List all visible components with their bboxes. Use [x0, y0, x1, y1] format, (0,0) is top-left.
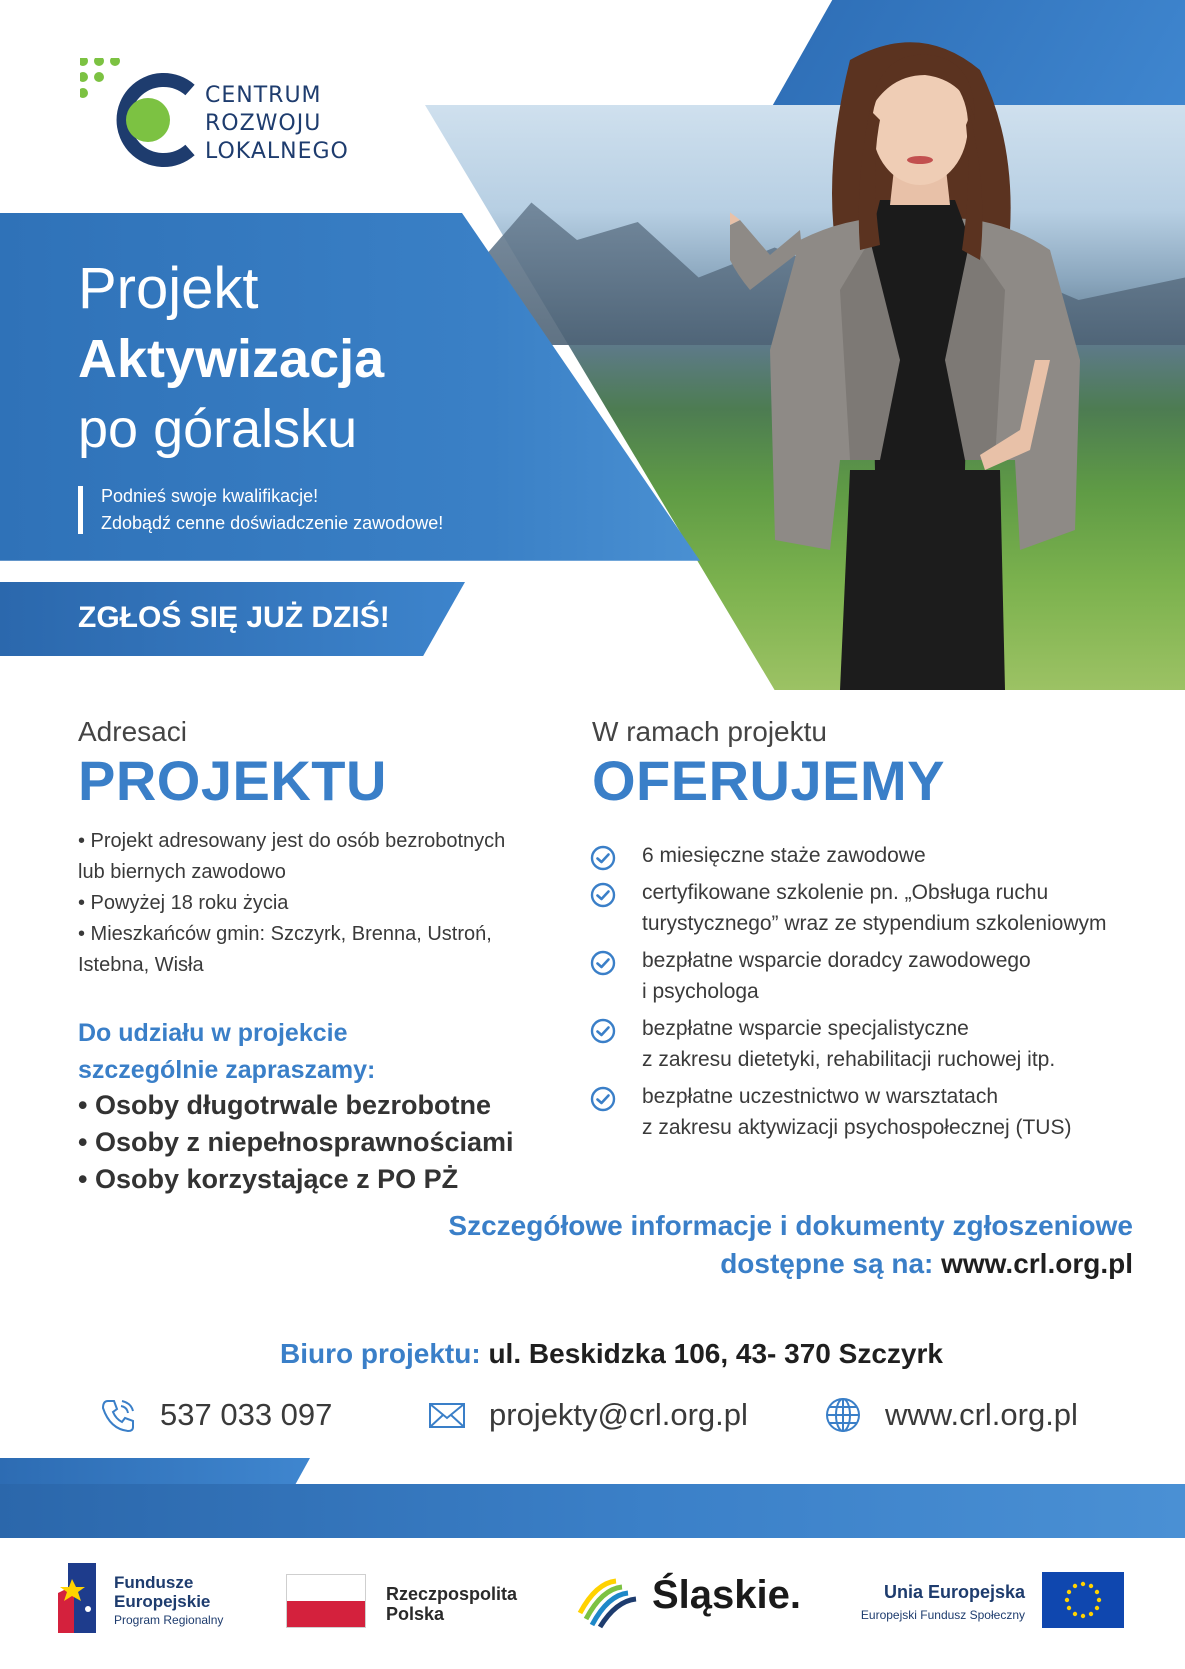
- office-label: Biuro projektu:: [280, 1338, 489, 1369]
- invite-line-2: szczególnie zapraszamy:: [78, 1056, 376, 1084]
- decorative-band-accent: [0, 1458, 310, 1486]
- check-circle-icon: [590, 845, 616, 871]
- check-circle-icon: [590, 1086, 616, 1112]
- eu-stars-icon: [1042, 1572, 1124, 1628]
- fe-line-2: Europejskie: [114, 1592, 211, 1611]
- list-item: • Osoby z niepełnosprawnościami: [78, 1127, 514, 1157]
- offer-text-line: bezpłatne wsparcie doradcy zawodowego: [642, 949, 1031, 972]
- ue-text: Unia Europejska: [883, 1582, 1025, 1602]
- slaskie-logo-icon: [576, 1573, 640, 1629]
- poland-text: [386, 1584, 517, 1624]
- list-item: • Powyżej 18 roku życia: [78, 892, 289, 914]
- list-item: Istebna, Wisła: [78, 954, 204, 976]
- offer-text-line: z zakresu dietetyki, rehabilitacji ruchowej itp.: [642, 1048, 1056, 1071]
- offer-item: [590, 1081, 1180, 1143]
- info-line-2: [720, 1248, 1133, 1280]
- check-circle-icon: [590, 882, 616, 908]
- list-item: • Osoby długotrwale bezrobotne: [78, 1090, 491, 1120]
- fundusze-europejskie-logo-icon: [58, 1563, 98, 1633]
- tagline-bar: [78, 486, 83, 534]
- info-line-1: Szczegółowe informacje i dokumenty zgłoszeniowe: [448, 1210, 1133, 1241]
- contact-website[interactable]: [823, 1392, 1078, 1438]
- logo-line-3: LOKALNEGO: [205, 139, 349, 164]
- info-url-link[interactable]: www.crl.org.pl: [941, 1248, 1133, 1279]
- poland-flag: [286, 1574, 366, 1628]
- title-line-2: Aktywizacja: [78, 329, 385, 389]
- fe-logo-text: [114, 1573, 210, 1611]
- contact-phone[interactable]: [98, 1392, 332, 1438]
- pl-line-2: Polska: [386, 1604, 445, 1624]
- title-line-3: po góralsku: [78, 399, 358, 459]
- check-circle-icon: [590, 1018, 616, 1044]
- recipients-subheading: Adresaci: [78, 716, 187, 747]
- offer-text-line: 6 miesięczne staże zawodowe: [642, 844, 926, 867]
- eu-flag: [1042, 1572, 1124, 1628]
- offer-text-line: z zakresu aktywizacji psychospołecznej (TUS): [642, 1116, 1072, 1139]
- tagline-line-2: Zdobądź cenne doświadczenie zawodowe!: [101, 513, 444, 533]
- logo-wordmark: [205, 82, 349, 166]
- title-line-1: Projekt: [78, 256, 259, 321]
- tagline: [101, 483, 443, 537]
- logo-line-1: CENTRUM: [205, 83, 322, 108]
- offer-text-line: bezpłatne uczestnictwo w warsztatach: [642, 1085, 999, 1108]
- email-text: projekty@crl.org.pl: [489, 1397, 748, 1432]
- invite-heading: [78, 1015, 375, 1089]
- globe-icon: [823, 1395, 863, 1435]
- woman-photo: [730, 30, 1110, 690]
- slaskie-text: Śląskie.: [652, 1573, 802, 1617]
- contact-email[interactable]: [427, 1392, 748, 1438]
- tagline-line-1: Podnieś swoje kwalifikacje!: [101, 486, 319, 506]
- offer-item: [590, 1013, 1180, 1075]
- fe-subtext: Program Regionalny: [114, 1613, 224, 1627]
- offer-list: [590, 840, 1180, 1149]
- offer-subheading: W ramach projektu: [592, 716, 827, 747]
- list-item: • Mieszkańców gmin: Szczyrk, Brenna, Ustroń,: [78, 923, 492, 945]
- phone-icon: [98, 1395, 138, 1435]
- list-item: • Osoby korzystające z PO PŻ: [78, 1164, 459, 1194]
- list-item: lub biernych zawodowo: [78, 861, 286, 883]
- recipients-list: [78, 826, 558, 981]
- envelope-icon: [427, 1395, 467, 1435]
- check-circle-icon: [590, 950, 616, 976]
- offer-text-line: i psychologa: [642, 980, 759, 1003]
- logo-line-2: ROZWOJU: [205, 111, 322, 136]
- decorative-band: [0, 1484, 1185, 1538]
- offer-heading: OFERUJEMY: [592, 749, 945, 812]
- pl-line-1: Rzeczpospolita: [386, 1584, 518, 1604]
- fe-line-1: Fundusze: [114, 1573, 194, 1592]
- invite-list: [78, 1087, 514, 1198]
- offer-item: [590, 877, 1180, 939]
- cta-text: ZGŁOŚ SIĘ JUŻ DZIŚ!: [78, 601, 390, 634]
- website-text: www.crl.org.pl: [885, 1397, 1078, 1432]
- info-label: dostępne są na:: [720, 1248, 942, 1279]
- office-value: ul. Beskidzka 106, 43- 370 Szczyrk: [488, 1338, 943, 1369]
- offer-item: [590, 945, 1180, 1007]
- ue-subtext: Europejski Fundusz Społeczny: [860, 1608, 1025, 1622]
- phone-text: 537 033 097: [160, 1397, 333, 1432]
- recipients-heading: PROJEKTU: [78, 749, 387, 812]
- invite-line-1: Do udziału w projekcie: [78, 1019, 348, 1047]
- offer-text-line: bezpłatne wsparcie specjalistyczne: [642, 1017, 969, 1040]
- list-item: • Projekt adresowany jest do osób bezrobotnych: [78, 830, 506, 852]
- offer-item: [590, 840, 1180, 871]
- offer-text-line: turystycznego” wraz ze stypendium szkoleniowym: [642, 912, 1107, 935]
- office-address: [280, 1338, 943, 1370]
- offer-text-line: certyfikowane szkolenie pn. „Obsługa ruchu: [642, 881, 1049, 904]
